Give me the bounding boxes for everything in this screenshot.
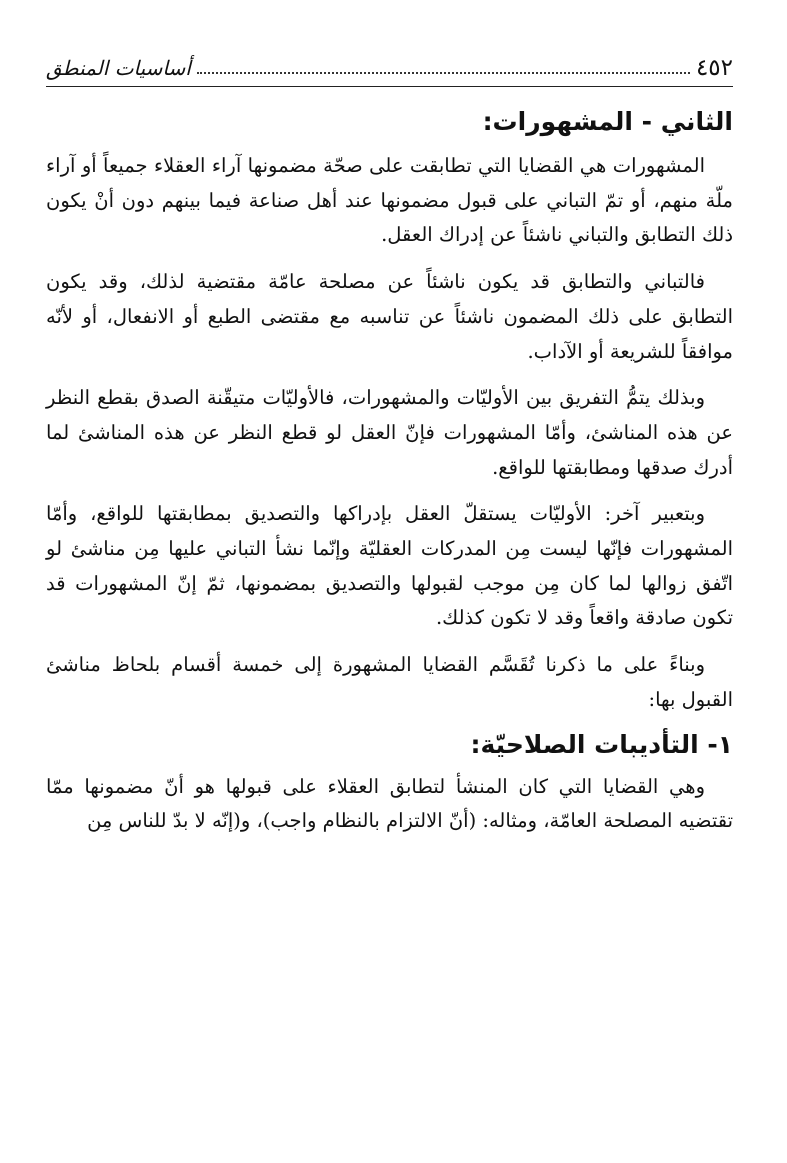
document-page [46,34,733,1143]
subsection-title: ١- التأديبات الصلاحيّة: [470,729,733,759]
paragraph-6: وهي القضايا التي كان المنشأ لتطابق العقلاء على قبولها هو أنّ مضمونها ممّا تقتضيه المصلحة العامّة، ومثاله: (أنّ الالتزام بالنظام واجب)، و(إنّه لا بدّ للناس مِن [46,774,733,833]
paragraph-3: وبذلك يتمُّ التفريق بين الأوليّات والمشهورات، فالأوليّات متيقّنة الصدق بقطع النظر عن هذه المناشئ، وأمّا المشهورات فإنّ العقل لو قطع النظر عن هذه المناشئ لما أدرك صدقها ومطابقتها للواقع. [46,386,733,479]
paragraph-2: فالتباني والتطابق قد يكون ناشئاً عن مصلحة عامّة مقتضية لذلك، وقد يكون التطابق على ذلك المضمون ناشئاً عن تناسبه مع مقتضى الطبع أو الانفعال، أو لأنّه موافقاً للشريعة أو الآداب. [46,270,733,363]
paragraph-4: وبتعبير آخر: الأوليّات يستقلّ العقل بإدراكها والتصديق بمطابقتها للواقع، وأمّا المشهورات فإنّها ليست مِن المدركات العقليّة وإنّما نشأ التباني عليها مِن مناشئ لو اتّفق زوالها لما كان مِن موجب لقبولها والتصديق بمضمونها، ثمّ إنّ المشهورات قد تكون صادقة واقعاً وقد لا تكون كذلك. [46,502,733,630]
running-header [46,34,733,87]
book-title: أساسيات المنطق [46,56,191,80]
paragraph-1: المشهورات هي القضايا التي تطابقت على صحّة مضمونها آراء العقلاء جميعاً أو آراء ملّة منهم، أو تمّ التباني على قبول مضمونها عند أهل صناعة فيما بينهم دون أنْ يكون ذلك التطابق والتباني ناشئاً عن إدراك العقل. [46,154,733,247]
section-title: الثاني - المشهورات: [482,107,733,136]
paragraph-5: وبناءً على ما ذكرنا تُقَسَّم القضايا المشهورة إلى خمسة أقسام بلحاظ مناشئ القبول بها: [46,653,733,711]
page-number: ٤٥٢ [695,55,733,81]
dotted-leader [197,72,690,74]
